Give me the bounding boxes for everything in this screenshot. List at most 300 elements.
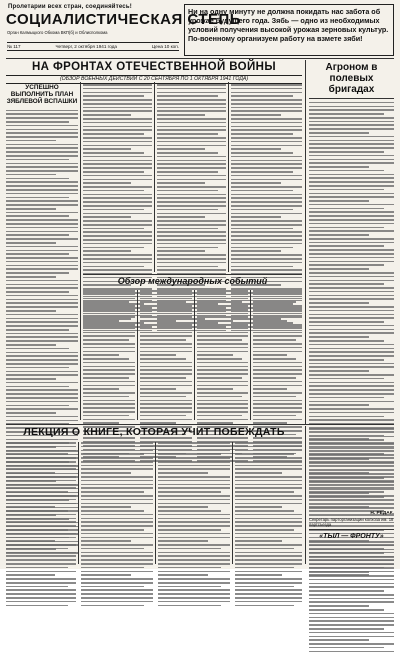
text-line: [81, 503, 153, 505]
text-line: [231, 213, 302, 215]
text-line: [83, 385, 135, 387]
text-line: [231, 269, 302, 271]
text-line: [158, 567, 221, 569]
text-line: [6, 250, 78, 252]
text-line: [309, 283, 384, 285]
text-line: [83, 182, 131, 184]
text-line: [83, 316, 135, 318]
text-line: [197, 411, 248, 413]
text-line: [6, 231, 78, 233]
text-line: [309, 643, 394, 645]
text-line: [6, 363, 78, 365]
text-line: [83, 88, 152, 90]
text-line: [140, 369, 192, 371]
text-line: [157, 235, 226, 237]
text-line: [81, 555, 153, 557]
text-line: [6, 129, 78, 131]
text-line: [83, 328, 135, 330]
text-line: [83, 377, 129, 379]
column-rule-3: [228, 82, 229, 272]
text-line: [6, 299, 78, 301]
text-line: [83, 290, 135, 292]
text-line: [253, 373, 302, 375]
text-line: [309, 500, 394, 502]
text-line: [158, 552, 230, 554]
text-line: [309, 325, 394, 327]
text-line: [157, 99, 226, 101]
text-line: [235, 586, 294, 588]
text-line: [6, 325, 78, 327]
text-line: [6, 132, 78, 134]
text-line: [158, 529, 221, 531]
war-review-col-3: [231, 84, 302, 272]
text-line: [231, 160, 302, 162]
text-line: [140, 347, 192, 349]
rear-to-front-headline: «ТЫЛ — ФРОНТУ»: [319, 532, 384, 540]
text-line: [140, 316, 192, 318]
text-line: [158, 442, 230, 444]
text-line: [235, 574, 282, 576]
text-line: [157, 167, 226, 169]
text-line: [158, 503, 230, 505]
text-line: [83, 201, 152, 203]
column-rule-1: [80, 82, 81, 420]
text-line: [6, 174, 56, 176]
text-line: [6, 113, 78, 115]
text-line: [158, 472, 208, 474]
text-line: [83, 247, 144, 249]
text-line: [140, 366, 192, 368]
text-line: [253, 369, 302, 371]
text-line: [309, 242, 394, 244]
text-line: [140, 320, 176, 322]
text-line: [309, 272, 394, 274]
text-line: [83, 114, 131, 116]
text-line: [309, 567, 394, 569]
text-line: [140, 332, 192, 334]
text-line: [83, 160, 152, 162]
text-line: [231, 266, 293, 268]
text-line: [197, 298, 248, 300]
text-line: [309, 351, 394, 353]
text-line: [197, 339, 242, 341]
text-line: [158, 518, 230, 520]
text-line: [309, 647, 384, 649]
text-line: [6, 234, 69, 236]
text-line: [197, 320, 233, 322]
text-line: [140, 407, 192, 409]
text-line: [197, 294, 248, 296]
text-line: [309, 113, 384, 115]
text-line: [309, 340, 384, 342]
text-line: [235, 593, 302, 595]
text-line: [235, 453, 294, 455]
text-line: [309, 481, 394, 483]
text-line: [231, 182, 281, 184]
newspaper-title: СОЦИАЛИСТИЧЕСКАЯ СТЕПЬ: [6, 11, 242, 28]
text-line: [231, 216, 281, 218]
text-line: [253, 411, 302, 413]
text-line: [6, 601, 76, 603]
text-line: [253, 366, 302, 368]
text-line: [235, 559, 302, 561]
text-line: [158, 555, 230, 557]
text-line: [309, 496, 384, 498]
text-line: [253, 339, 296, 341]
text-line: [158, 484, 230, 486]
text-line: [6, 287, 78, 289]
text-line: [6, 555, 76, 557]
text-line: [140, 298, 192, 300]
text-line: [6, 340, 78, 342]
text-line: [83, 347, 135, 349]
text-line: [158, 491, 221, 493]
text-line: [197, 392, 248, 394]
text-line: [197, 362, 248, 364]
text-line: [6, 136, 78, 138]
text-line: [157, 137, 226, 139]
masthead-meta: [7, 42, 179, 51]
text-line: [81, 574, 131, 576]
text-line: [83, 156, 152, 158]
text-line: [6, 525, 76, 527]
war-fronts-banner: [6, 60, 302, 84]
text-line: [83, 381, 135, 383]
text-line: [231, 152, 293, 154]
text-line: [309, 355, 394, 357]
text-line: [83, 167, 152, 169]
text-line: [157, 250, 205, 252]
text-line: [6, 506, 55, 508]
text-line: [6, 170, 78, 172]
text-line: [83, 373, 135, 375]
text-line: [197, 309, 248, 311]
text-line: [6, 302, 78, 304]
text-line: [140, 400, 192, 402]
text-line: [6, 559, 76, 561]
text-line: [157, 126, 226, 128]
text-line: [235, 601, 302, 603]
text-line: [81, 472, 131, 474]
text-line: [6, 442, 76, 444]
text-line: [157, 114, 205, 116]
text-line: [309, 332, 394, 334]
text-line: [81, 571, 153, 573]
text-line: [83, 205, 152, 207]
text-line: [6, 446, 76, 448]
text-line: [6, 276, 56, 278]
text-line: [83, 190, 144, 192]
text-line: [6, 453, 68, 455]
text-line: [309, 428, 394, 430]
text-line: [197, 351, 248, 353]
text-line: [309, 624, 394, 626]
text-line: [309, 617, 394, 619]
text-line: [81, 468, 153, 470]
text-line: [253, 343, 302, 345]
review-col-2: [140, 290, 192, 420]
text-line: [6, 359, 78, 361]
text-line: [235, 578, 302, 580]
text-line: [81, 487, 153, 489]
text-line: [6, 159, 69, 161]
text-line: [6, 461, 76, 463]
text-line: [309, 189, 384, 191]
text-line: [235, 552, 302, 554]
text-line: [81, 525, 153, 527]
banner-subtitle: (ОБЗОР ВОЕННЫХ ДЕЙСТВИЙ С 20 СЕНТЯБРЯ ПО 1 ОКТЯБРЯ 1941 ГОДА): [6, 75, 302, 84]
text-line: [140, 388, 176, 390]
text-line: [309, 314, 394, 316]
text-line: [235, 446, 302, 448]
text-line: [81, 506, 131, 508]
text-line: [309, 177, 394, 179]
text-line: [309, 302, 369, 304]
text-line: [6, 518, 76, 520]
text-line: [309, 166, 369, 168]
text-line: [197, 316, 248, 318]
text-line: [6, 181, 78, 183]
text-line: [6, 352, 78, 354]
text-line: [253, 407, 302, 409]
text-line: [309, 492, 369, 494]
text-line: [6, 257, 78, 259]
text-line: [140, 403, 192, 405]
text-line: [6, 310, 56, 312]
text-line: [231, 148, 281, 150]
text-line: [83, 301, 129, 303]
text-line: [83, 239, 152, 241]
text-line: [231, 95, 293, 97]
text-line: [6, 521, 76, 523]
text-line: [6, 567, 68, 569]
text-line: [309, 366, 394, 368]
text-line: [309, 268, 369, 270]
text-line: [158, 499, 230, 501]
text-line: [309, 404, 369, 406]
text-line: [197, 335, 248, 337]
text-line: [83, 186, 152, 188]
text-line: [253, 320, 287, 322]
text-line: [231, 167, 302, 169]
text-line: [231, 235, 302, 237]
text-line: [6, 151, 78, 153]
text-line: [6, 450, 76, 452]
text-line: [6, 348, 69, 350]
text-line: [235, 442, 302, 444]
text-line: [231, 145, 302, 147]
text-line: [309, 249, 394, 251]
text-line: [83, 411, 135, 413]
text-line: [6, 155, 78, 157]
text-line: [231, 88, 302, 90]
text-line: [157, 118, 226, 120]
text-line: [6, 242, 56, 244]
text-line: [235, 499, 302, 501]
text-line: [158, 533, 230, 535]
text-line: [309, 439, 384, 441]
text-line: [309, 174, 394, 176]
text-line: [253, 362, 302, 364]
text-line: [81, 442, 153, 444]
text-line: [231, 156, 302, 158]
text-line: [6, 389, 78, 391]
text-line: [197, 301, 242, 303]
text-line: [83, 332, 135, 334]
text-line: [309, 462, 394, 464]
text-line: [231, 209, 293, 211]
text-line: [231, 250, 281, 252]
text-line: [253, 377, 296, 379]
text-line: [81, 514, 153, 516]
war-review-col-1: [83, 84, 152, 272]
text-line: [309, 451, 394, 453]
column-rule-4: [305, 60, 306, 424]
text-line: [158, 495, 230, 497]
lecture-col-4: [235, 442, 302, 564]
masthead-motto: Пролетарии всех стран, соединяйтесь!: [8, 4, 132, 10]
text-line: [81, 552, 153, 554]
text-line: [309, 436, 394, 438]
text-line: [231, 179, 302, 181]
text-line: [140, 358, 186, 360]
text-line: [83, 400, 135, 402]
text-line: [6, 491, 68, 493]
text-line: [309, 541, 394, 543]
text-line: [309, 223, 394, 225]
text-line: [140, 339, 186, 341]
text-line: [157, 247, 218, 249]
text-line: [253, 335, 302, 337]
text-line: [309, 136, 394, 138]
text-line: [309, 317, 394, 319]
text-line: [6, 371, 78, 373]
text-line: [6, 246, 78, 248]
text-line: [83, 171, 144, 173]
text-line: [309, 609, 384, 611]
text-line: [309, 151, 384, 153]
text-line: [6, 420, 78, 422]
text-line: [158, 457, 230, 459]
text-line: [197, 313, 248, 315]
text-line: [309, 363, 394, 365]
text-line: [309, 605, 369, 607]
text-line: [197, 358, 242, 360]
text-line: [157, 163, 226, 165]
text-line: [309, 208, 384, 210]
text-line: [83, 254, 152, 256]
text-line: [81, 601, 153, 603]
text-line: [81, 521, 153, 523]
text-line: [140, 415, 186, 417]
text-line: [6, 193, 78, 195]
text-line: [309, 261, 394, 263]
text-line: [83, 231, 152, 233]
text-line: [6, 397, 78, 399]
text-line: [197, 407, 248, 409]
text-line: [140, 313, 192, 315]
text-line: [309, 109, 394, 111]
text-line: [231, 239, 302, 241]
text-line: [83, 126, 152, 128]
text-line: [158, 578, 230, 580]
text-line: [6, 589, 76, 591]
text-line: [157, 145, 226, 147]
text-line: [158, 450, 230, 452]
international-review-title-wrap: [83, 276, 302, 288]
text-line: [309, 359, 384, 361]
text-line: [235, 563, 302, 565]
text-line: [309, 636, 394, 638]
text-line: [309, 507, 394, 509]
text-line: [197, 388, 233, 390]
text-line: [157, 239, 226, 241]
signature-note: Секретарь парторганизации колхоза им. 18 партсъезда: [309, 517, 394, 528]
text-line: [6, 321, 78, 323]
text-line: [140, 294, 192, 296]
left-article-headline: УСПЕШНО ВЫПОЛНИТЬ ПЛАН ЗЯБЛЕВОЙ ВСПАШКИ: [6, 84, 78, 106]
text-line: [6, 163, 78, 165]
text-line: [235, 548, 294, 550]
text-line: [309, 549, 394, 551]
text-line: [309, 170, 384, 172]
text-line: [235, 495, 302, 497]
text-line: [83, 388, 119, 390]
review-col-3: [197, 290, 248, 420]
text-line: [6, 166, 78, 168]
text-line: [309, 485, 394, 487]
text-line: [197, 369, 248, 371]
text-line: [158, 540, 208, 542]
text-line: [309, 117, 394, 119]
text-line: [157, 243, 226, 245]
issue-number: № 117: [7, 44, 21, 49]
issue-date: Четверг, 2 октября 1941 года: [55, 44, 117, 49]
text-line: [6, 586, 68, 588]
text-line: [140, 328, 192, 330]
text-line: [6, 223, 78, 225]
text-line: [83, 305, 135, 307]
text-line: [140, 392, 192, 394]
text-line: [253, 290, 302, 292]
text-line: [6, 280, 78, 282]
text-line: [83, 194, 152, 196]
text-line: [83, 224, 152, 226]
text-line: [231, 103, 302, 105]
text-line: [81, 582, 153, 584]
text-line: [158, 589, 230, 591]
text-line: [309, 412, 394, 414]
agronomist-article: [309, 62, 394, 424]
text-line: [6, 552, 76, 554]
text-line: [235, 518, 302, 520]
text-line: [309, 280, 394, 282]
text-line: [231, 190, 293, 192]
text-line: [253, 385, 302, 387]
text-line: [83, 243, 152, 245]
column-rule-2: [154, 82, 155, 272]
text-line: [6, 197, 69, 199]
text-line: [140, 301, 186, 303]
text-line: [6, 178, 69, 180]
text-line: [6, 487, 76, 489]
text-line: [253, 328, 302, 330]
text-line: [235, 514, 302, 516]
text-line: [6, 393, 78, 395]
lecture-col-3: [158, 442, 230, 564]
text-line: [6, 382, 78, 384]
text-line: [6, 578, 76, 580]
